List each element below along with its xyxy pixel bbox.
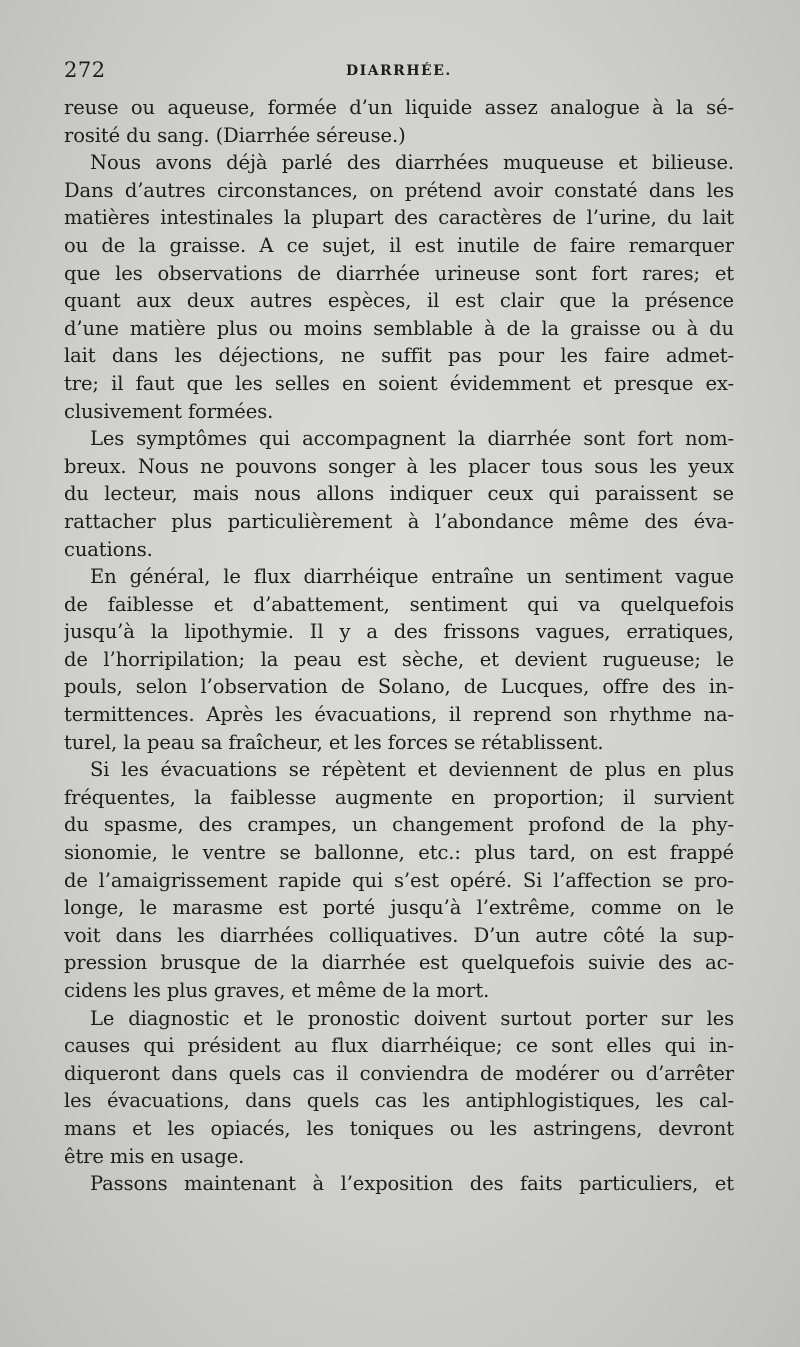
text-line: longe, le marasme est porté jusqu’à l’extrême, comme on le: [64, 896, 734, 920]
text-line: causes qui président au flux diarrhéique; ce sont elles qui in-: [64, 1034, 734, 1058]
text-line: En général, le flux diarrhéique entraîne un sentiment vague: [90, 565, 734, 589]
paragraph: [64, 149, 734, 425]
text-line: reuse ou aqueuse, formée d’un liquide assez analogue à la sé-: [64, 96, 734, 119]
running-head: DIARRHÉE.: [346, 63, 452, 79]
text-line: turel, la peau sa fraîcheur, et les forces se rétablissent.: [64, 730, 604, 754]
text-line: quant aux deux autres espèces, il est clair que la présence: [64, 289, 734, 313]
paragraph: [64, 756, 734, 1004]
text-line: d’une matière plus ou moins semblable à de la graisse ou à du: [64, 316, 734, 340]
text-line: de l’amaigrissement rapide qui s’est opéré. Si l’affection se pro-: [64, 868, 734, 892]
text-line: pression brusque de la diarrhée est quelquefois suivie des ac-: [64, 951, 734, 975]
text-line: Le diagnostic et le pronostic doivent surtout porter sur les: [90, 1006, 734, 1030]
text-line: rattacher plus particulièrement à l’abondance même des éva-: [64, 509, 734, 533]
text-line: cuations.: [64, 537, 153, 561]
text-line: Nous avons déjà parlé des diarrhées muqueuse et bilieuse.: [90, 151, 734, 175]
text-line: cidens les plus graves, et même de la mort.: [64, 979, 490, 1002]
text-line: de l’horripilation; la peau est sèche, et devient rugueuse; le: [64, 647, 734, 671]
text-line: breux. Nous ne pouvons songer à les placer tous sous les yeux: [64, 454, 734, 478]
text-line: Les symptômes qui accompagnent la diarrhée sont fort nom-: [90, 427, 734, 451]
text-line: voit dans les diarrhées colliquatives. D’un autre côté la sup-: [64, 923, 734, 947]
text-line: Passons maintenant à l’exposition des faits particuliers, et: [90, 1172, 734, 1196]
text-line: de faiblesse et d’abattement, sentiment qui va quelquefois: [64, 592, 734, 616]
text-line: clusivement formées.: [64, 399, 274, 423]
text-line: lait dans les déjections, ne suffit pas pour les faire admet-: [64, 344, 734, 368]
text-line: termittences. Après les évacuations, il reprend son rhythme na-: [64, 703, 734, 727]
text-line: Dans d’autres circonstances, on prétend avoir constaté dans les: [64, 178, 734, 202]
page-number: 272: [64, 58, 106, 82]
text-line: Si les évacuations se répètent et deviennent de plus en plus: [90, 758, 734, 782]
text-line: fréquentes, la faiblesse augmente en proportion; il survient: [64, 785, 734, 809]
text-line: tre; il faut que les selles en soient évidemment et presque ex-: [64, 371, 734, 395]
text-line: du spasme, des crampes, un changement profond de la phy-: [64, 813, 734, 837]
text-line: du lecteur, mais nous allons indiquer ceux qui paraissent se: [64, 482, 734, 506]
text-line: diqueront dans quels cas il conviendra de modérer ou d’arrêter: [64, 1061, 734, 1085]
paragraph: [64, 563, 734, 756]
text-line: que les observations de diarrhée urineuse sont fort rares; et: [64, 261, 734, 285]
text-line: jusqu’à la lipothymie. Il y a des frissons vagues, erratiques,: [64, 620, 734, 644]
text-line: pouls, selon l’observation de Solano, de Lucques, offre des in-: [64, 675, 734, 699]
text-line: les évacuations, dans quels cas les antiphlogistiques, les cal-: [64, 1089, 734, 1113]
text-line: sionomie, le ventre se ballonne, etc.: plus tard, on est frappé: [64, 841, 734, 865]
text-line: être mis en usage.: [64, 1144, 245, 1168]
paragraph: [64, 94, 734, 149]
page-header: [64, 58, 734, 88]
body-text: [64, 94, 734, 1198]
paragraph: [64, 425, 734, 563]
paragraph: [64, 1005, 734, 1171]
paragraph: [64, 1170, 734, 1198]
text-line: matières intestinales la plupart des caractères de l’urine, du lait: [64, 206, 734, 230]
text-line: mans et les opiacés, les toniques ou les astringens, devront: [64, 1116, 734, 1140]
text-line: ou de la graisse. A ce sujet, il est inutile de faire remarquer: [64, 233, 734, 257]
text-line: rosité du sang. (Diarrhée séreuse.): [64, 123, 406, 147]
